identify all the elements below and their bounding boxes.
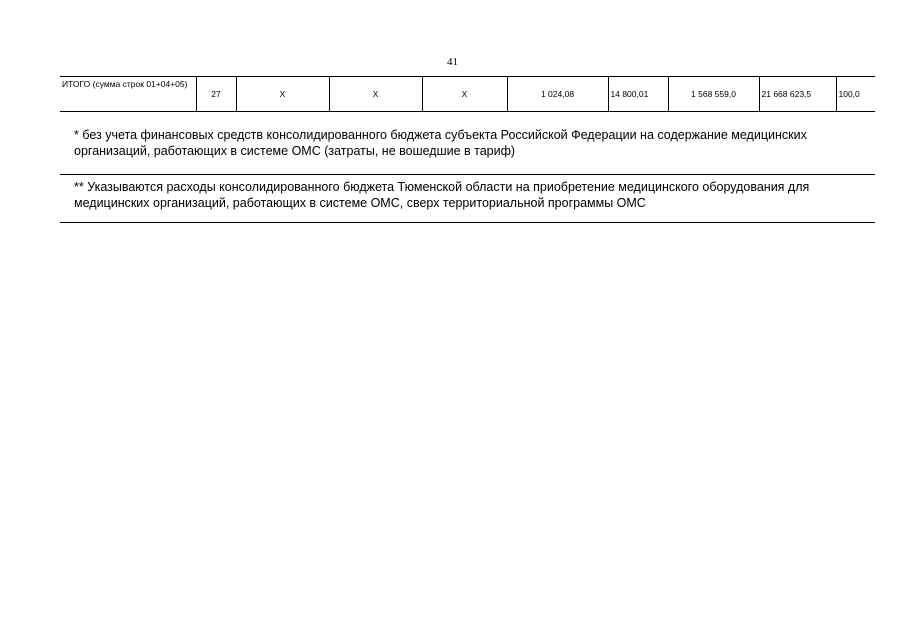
table-cell: 1 568 559,0 bbox=[668, 77, 759, 112]
total-table bbox=[60, 76, 875, 112]
total-row bbox=[60, 77, 875, 112]
table-cell: 21 668 623,5 bbox=[759, 77, 836, 112]
footnote-2: ** Указываются расходы консолидированного бюджета Тюменской области на приобретение медицинского оборудования для медицинских организаций, работающих в системе ОМС, сверх территориальной программы ОМС bbox=[60, 175, 875, 223]
total-row-count: 27 bbox=[196, 77, 236, 112]
table-cell: 1 024,08 bbox=[507, 77, 608, 112]
table-cell: Х bbox=[422, 77, 507, 112]
page-number: 41 bbox=[447, 56, 458, 68]
table-cell: Х bbox=[236, 77, 329, 112]
total-row-label: ИТОГО (сумма строк 01+04+05) bbox=[60, 77, 196, 112]
table-cell: 14 800,01 bbox=[608, 77, 668, 112]
footnote-1: * без учета финансовых средств консолидированного бюджета субъекта Российской Федерации на содержание медицинских организаций, работающих в системе ОМС (затраты, не вошедшие в тариф) bbox=[60, 110, 875, 175]
total-row-percent: 100,0 bbox=[836, 77, 875, 112]
table-cell: Х bbox=[329, 77, 422, 112]
